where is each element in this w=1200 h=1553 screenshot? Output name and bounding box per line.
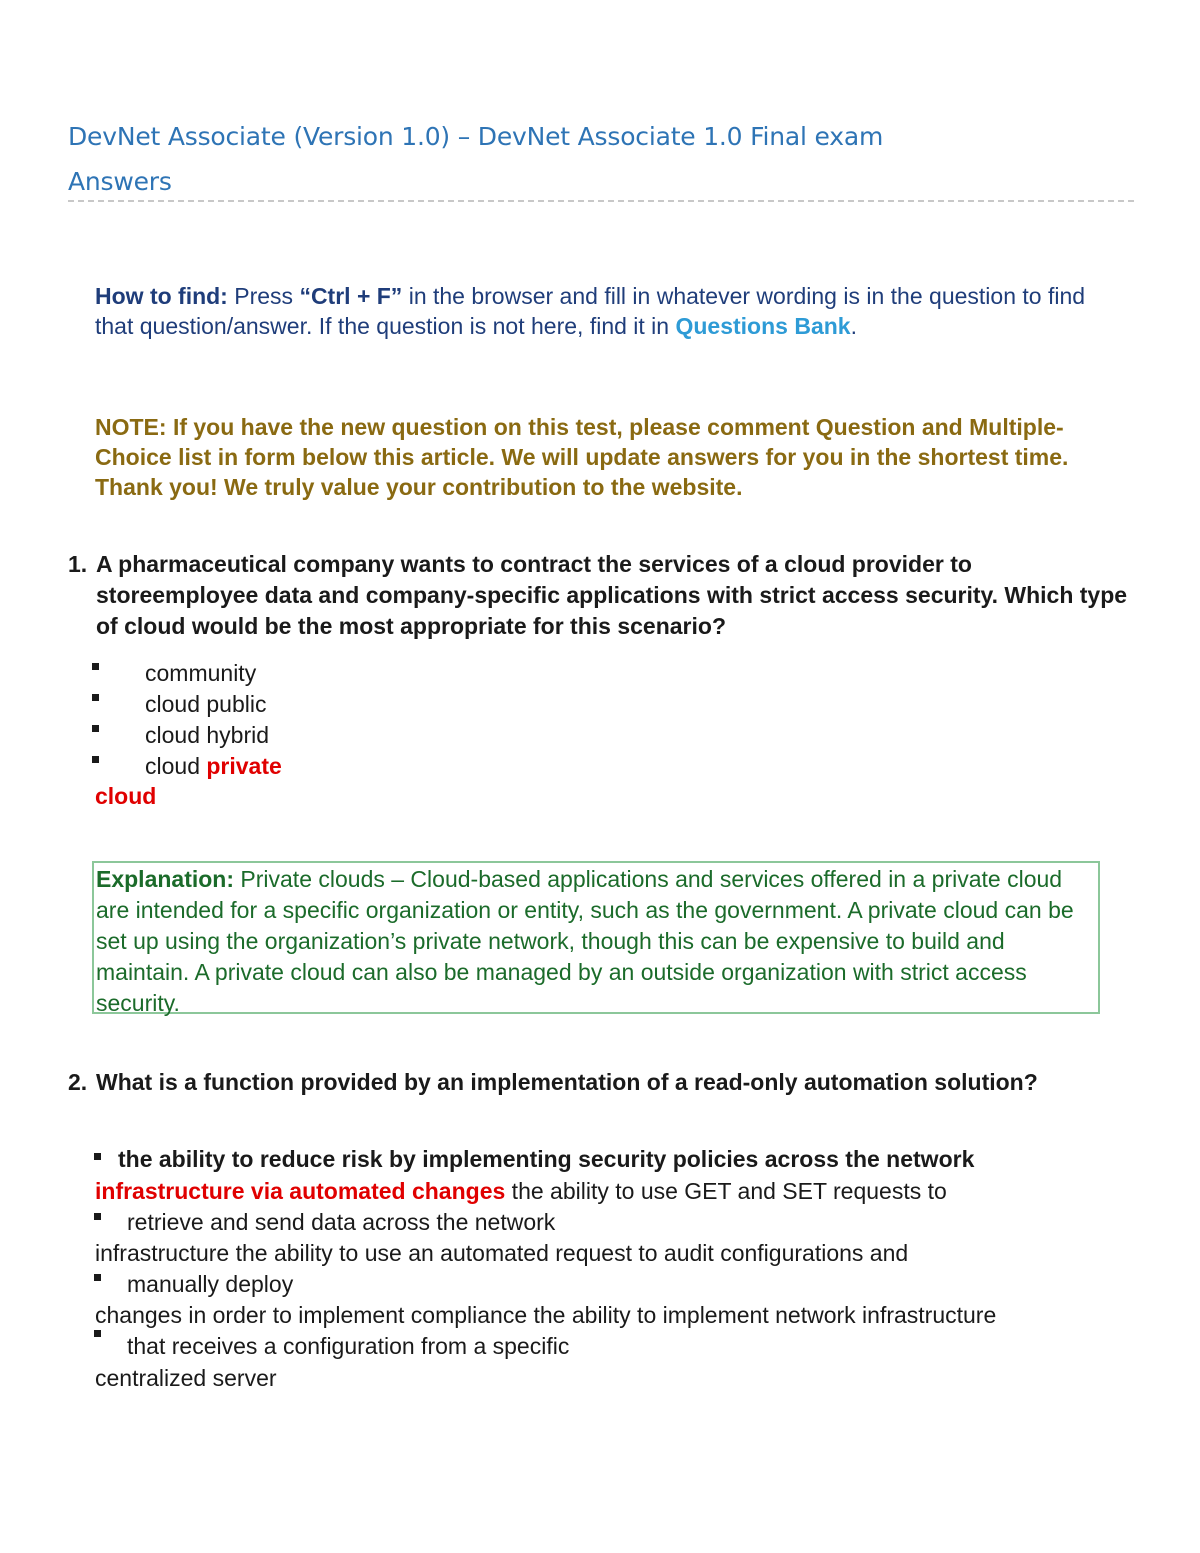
questions-bank-link[interactable]: Questions Bank [675, 313, 851, 339]
title-line-1: DevNet Associate (Version 1.0) – DevNet Associate 1.0 Final exam [68, 122, 884, 151]
page-title [68, 114, 1138, 204]
option-text: changes in order to implement compliance the ability to implement network infrastructure [95, 1302, 997, 1328]
answer-line [95, 1176, 947, 1207]
bullet-icon [92, 694, 99, 701]
question-number: 2. [68, 1069, 88, 1095]
how-to-find-paragraph [95, 281, 1125, 341]
bullet-icon [92, 756, 99, 763]
how-to-text-2: in the browser and fill in whatever wording is in the question to find that question/answer. If the question is not here, find it in [95, 283, 1086, 339]
bullet-icon [92, 663, 99, 670]
option-text: the ability to use GET and SET requests to [505, 1178, 947, 1204]
option-text: infrastructure the ability to use an automated request to audit configurations and [95, 1240, 909, 1266]
how-to-text-end: . [850, 313, 857, 339]
bullet-icon [94, 1330, 101, 1337]
how-to-label: How to find: [95, 283, 228, 309]
title-divider [68, 200, 1134, 202]
how-to-text-1: Press [227, 283, 300, 309]
question-2 [68, 1067, 1128, 1098]
correct-answer-part-2: cloud [95, 783, 157, 809]
option-text: retrieve and send data across the network [127, 1209, 556, 1235]
correct-answer-line-2: infrastructure via automated changes [95, 1178, 506, 1204]
question-1 [68, 549, 1128, 642]
bullet-icon [94, 1213, 101, 1220]
bullet-icon [94, 1274, 101, 1281]
correct-answer-line-1: the ability to reduce risk by implementing security policies across the network [118, 1146, 975, 1172]
question-text: A pharmaceutical company wants to contract the services of a cloud provider to storeemployee data and company-specific applications with strict access security. Which type of cloud would be the most appropriate for this scenario? [96, 551, 1128, 639]
bullet-icon [94, 1153, 101, 1160]
title-line-2: Answers [68, 167, 172, 196]
option-text: manually deploy [127, 1271, 294, 1297]
question-number: 1. [68, 551, 88, 577]
explanation-label: Explanation: [96, 866, 235, 892]
option-text: centralized server [95, 1365, 277, 1391]
explanation-box [92, 861, 1100, 1014]
option-text: that receives a configuration from a specific [127, 1333, 570, 1359]
correct-answer-part-1: private [206, 753, 282, 779]
question-text: What is a function provided by an implementation of a read-only automation solution? [96, 1069, 1038, 1095]
shortcut-text: “Ctrl + F” [299, 283, 403, 309]
explanation-text: Private clouds – Cloud-based applications and services offered in a private cloud are intended for a specific organization or entity, such as the government. A private cloud can be set up using the organization’s private network, though this can be expensive to build and maintain. A private cloud can also be managed by an outside organization with strict access security. [96, 866, 1074, 1016]
option-community: community [145, 660, 257, 686]
option-cloud-hybrid: cloud hybrid [145, 722, 270, 748]
note-paragraph: NOTE: If you have the new question on this test, please comment Question and Multiple-Choice list in form below this article. We will update answers for you in the shortest time. Thank you! We truly value your contribution to the website. [95, 414, 1069, 500]
option-cloud-public: cloud public [145, 691, 267, 717]
bullet-icon [92, 725, 99, 732]
option-cloud-private [145, 751, 282, 782]
option-text: cloud [145, 753, 200, 779]
